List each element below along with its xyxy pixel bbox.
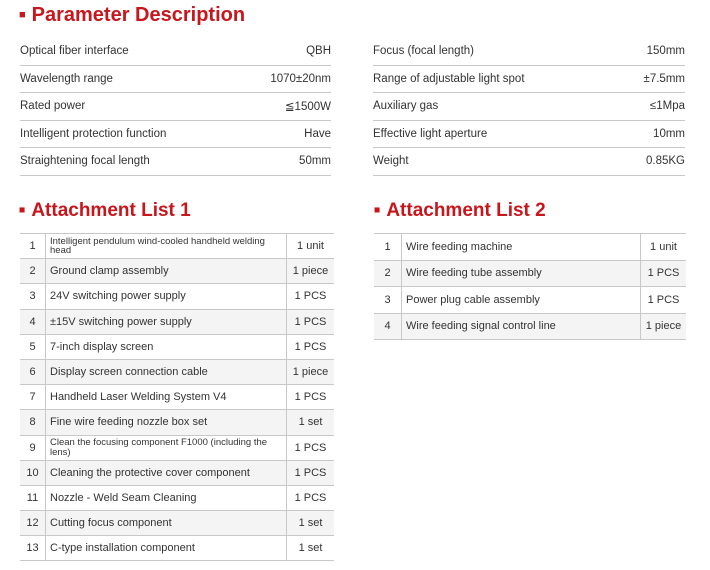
attachment-list-1-title: Attachment List 1 [31,200,191,221]
parameter-heading [19,4,245,27]
param-value: ≦1500W [284,101,331,114]
param-label: Optical fiber interface [20,45,129,58]
item-name: Nozzle - Weld Seam Cleaning [46,485,287,510]
item-name: C-type installation component [46,536,287,561]
param-label: Weight [373,155,409,168]
param-value: ≤1Mpa [649,100,685,113]
table-row [374,234,686,261]
table-row [20,309,334,334]
param-row [373,121,685,149]
row-number: 5 [20,334,46,359]
param-row [373,93,685,121]
row-number: 7 [20,385,46,410]
item-quantity: 1 piece [641,313,687,340]
param-row [373,66,685,94]
param-row [20,93,331,121]
item-quantity: 1 PCS [287,460,335,485]
table-row [20,284,334,309]
item-quantity: 1 set [287,511,335,536]
item-name: Wire feeding machine [402,234,641,261]
param-label: Intelligent protection function [20,127,167,140]
attachment-list-1-heading [19,200,191,222]
table-row [374,287,686,314]
item-name: Wire feeding tube assembly [402,260,641,287]
param-value: 1070±20nm [270,72,331,85]
item-name: Wire feeding signal control line [402,313,641,340]
parameter-title: Parameter Description [31,4,246,26]
item-name: ±15V switching power supply [46,309,287,334]
param-label: Rated power [20,100,86,113]
row-number: 3 [374,287,402,314]
param-value: 50mm [299,155,331,168]
param-row [20,148,331,176]
item-quantity: 1 set [287,410,335,435]
param-value: 10mm [653,127,685,140]
item-name: Cleaning the protective cover component [46,460,287,485]
parameter-list-right [373,38,685,176]
row-number: 1 [20,234,46,259]
row-number: 13 [20,536,46,561]
item-quantity: 1 PCS [287,435,335,460]
table-row [20,460,334,485]
item-name: Fine wire feeding nozzle box set [46,410,287,435]
param-label: Wavelength range [20,72,113,85]
table-row [374,260,686,287]
black-square-icon: ■ [19,9,26,22]
table-row [20,435,334,460]
item-name: Clean the focusing component F1000 (including the lens) [50,437,268,458]
black-square-icon: ■ [19,205,26,217]
row-number: 4 [374,313,402,340]
param-label: Straightening focal length [20,155,150,168]
item-name: Power plug cable assembly [402,287,641,314]
row-number: 8 [20,410,46,435]
item-quantity: 1 PCS [287,309,335,334]
item-quantity: 1 PCS [287,334,335,359]
item-name: 24V switching power supply [46,284,287,309]
table-row [20,511,334,536]
param-label: Focus (focal length) [373,45,474,58]
row-number: 6 [20,359,46,384]
param-row [20,121,331,149]
table-row [20,234,334,259]
item-name: Ground clamp assembly [46,259,287,284]
param-row [373,38,685,66]
item-name: Display screen connection cable [46,359,287,384]
table-row [20,410,334,435]
param-row [20,38,331,66]
param-label: Auxiliary gas [373,100,439,113]
row-number: 2 [20,259,46,284]
row-number: 2 [374,260,402,287]
item-name: Intelligent pendulum wind-cooled handheld welding head [50,235,265,257]
row-number: 3 [20,284,46,309]
item-name: 7-inch display screen [46,334,287,359]
row-number: 4 [20,309,46,334]
item-name: Cutting focus component [46,511,287,536]
row-number: 12 [20,511,46,536]
table-row [20,334,334,359]
item-quantity: 1 piece [287,259,335,284]
attachment-list-1-table [20,233,334,561]
param-value: Have [304,127,331,140]
item-quantity: 1 unit [287,234,335,259]
row-number: 1 [374,234,402,261]
item-quantity: 1 set [287,536,335,561]
black-square-icon: ■ [374,205,381,217]
param-row [20,66,331,94]
row-number: 9 [20,435,46,460]
param-value: 0.85KG [646,155,685,168]
param-value: 150mm [646,45,685,58]
parameter-list-left [20,38,331,176]
table-row [20,385,334,410]
item-quantity: 1 PCS [287,485,335,510]
item-quantity: 1 unit [641,234,687,261]
item-quantity: 1 PCS [287,284,335,309]
attachment-list-2-heading [374,200,546,222]
param-row [373,148,685,176]
item-quantity: 1 PCS [287,385,335,410]
attachment-list-2-table [374,233,686,340]
item-quantity: 1 piece [287,359,335,384]
row-number: 11 [20,485,46,510]
row-number: 10 [20,460,46,485]
item-name: Handheld Laser Welding System V4 [46,385,287,410]
param-label: Effective light aperture [373,127,488,140]
table-row [374,313,686,340]
param-label: Range of adjustable light spot [373,72,525,85]
table-row [20,259,334,284]
item-quantity: 1 PCS [641,260,687,287]
table-row [20,485,334,510]
param-value: ±7.5mm [643,72,685,85]
attachment-list-2-title: Attachment List 2 [386,200,546,221]
item-quantity: 1 PCS [641,287,687,314]
table-row [20,359,334,384]
table-row [20,536,334,561]
param-value: QBH [306,45,331,58]
